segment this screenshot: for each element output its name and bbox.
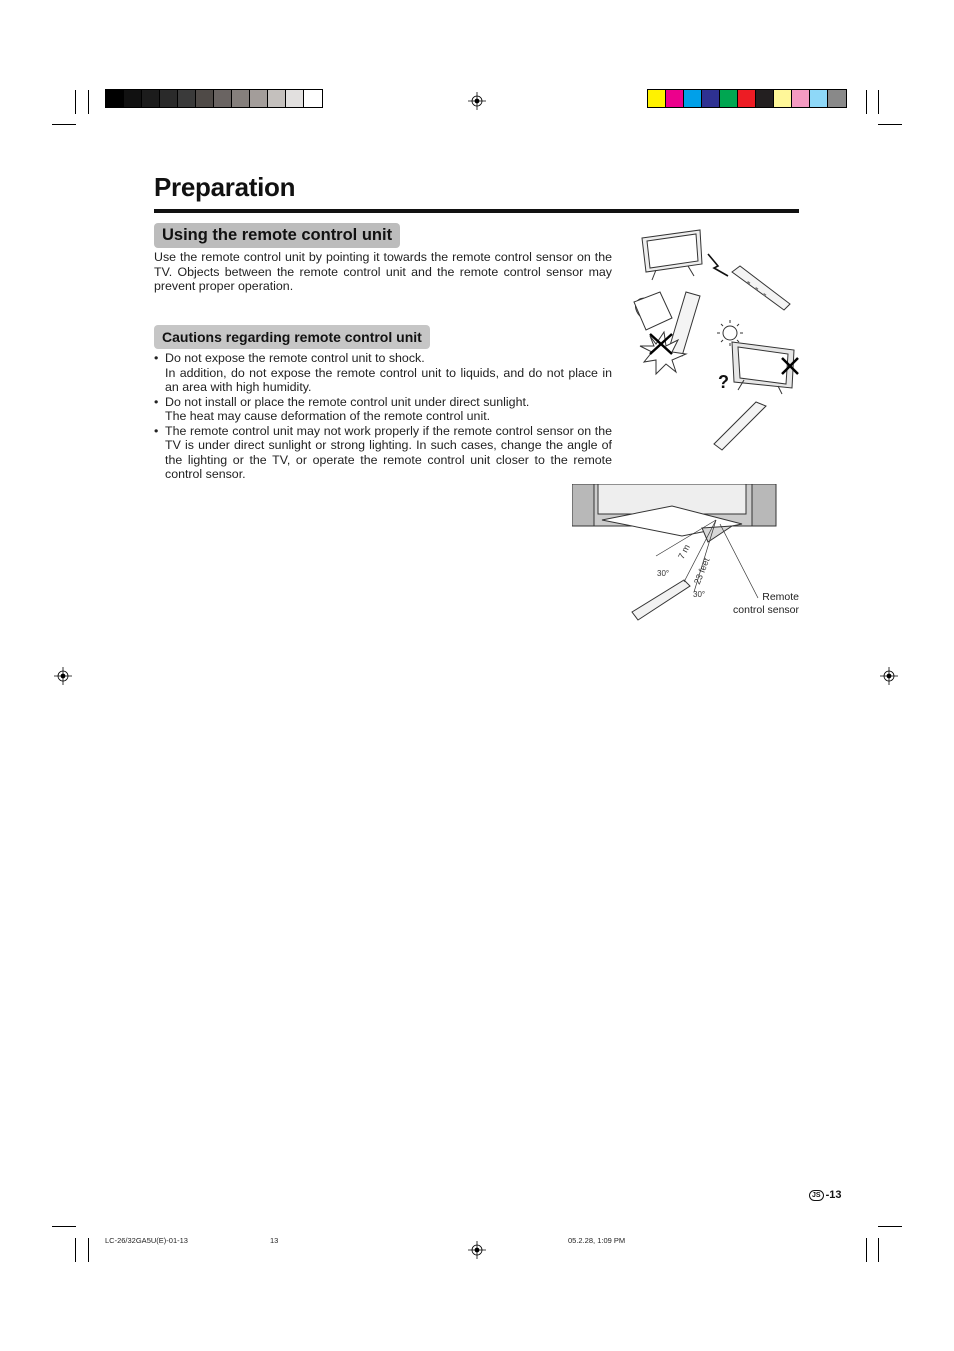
caution-text: In addition, do not expose the remote control unit to liquids, and do not place in an area with high humidity. (165, 365, 612, 394)
remote-sunlight-illustration (710, 318, 800, 458)
crop-mark (88, 90, 89, 114)
calibration-swatch (250, 90, 268, 107)
calibration-swatch (304, 90, 322, 107)
footer-timestamp: 05.2.28, 1:09 PM (568, 1236, 626, 1245)
crop-mark (878, 90, 879, 114)
calibration-swatch (684, 90, 702, 107)
registration-mark-icon (54, 667, 72, 685)
crop-mark (878, 1238, 879, 1262)
crop-mark (75, 90, 76, 114)
crop-mark (52, 1226, 76, 1227)
crop-mark (52, 124, 76, 125)
footer-sheet-number: 13 (270, 1236, 279, 1245)
crop-mark (88, 1238, 89, 1262)
list-item (154, 395, 612, 424)
calibration-swatch (160, 90, 178, 107)
crop-mark (866, 1238, 867, 1262)
calibration-swatch (738, 90, 756, 107)
section-heading: Using the remote control unit (154, 223, 400, 248)
crop-mark (878, 124, 902, 125)
caution-text: The heat may cause deformation of the remote control unit. (165, 409, 491, 423)
distance-feet-label: 23 feet (692, 556, 712, 586)
calibration-swatch (648, 90, 666, 107)
registration-mark-icon (468, 1241, 486, 1259)
calibration-swatch (792, 90, 810, 107)
distance-meters-label: 7 m (676, 542, 692, 561)
calibration-swatch (828, 90, 846, 107)
calibration-swatch (268, 90, 286, 107)
calibration-swatch (702, 90, 720, 107)
caution-text: • The remote control unit may not work properly if the remote control sensor on the TV is under direct sunlight or strong lighting. In such cases, change the angle of the lighting or the TV, or operate the remote control unit closer to the remote control sensor. (165, 423, 612, 481)
intro-paragraph: Use the remote control unit by pointing it towards the remote control sensor on the TV. Objects between the remote control unit and the remote control sensor may prevent proper operation. (154, 250, 612, 294)
caution-text: • Do not install or place the remote control unit under direct sunlight. (165, 394, 530, 409)
cautions-heading: Cautions regarding remote control unit (154, 325, 430, 349)
calibration-swatch (810, 90, 828, 107)
calibration-swatch (666, 90, 684, 107)
page-number (809, 1189, 841, 1201)
region-badge: JS (809, 1190, 824, 1201)
caution-text: • Do not expose the remote control unit to shock. (165, 351, 425, 365)
list-item (154, 424, 612, 482)
angle-left-label: 30° (657, 569, 670, 578)
calibration-swatch (124, 90, 142, 107)
calibration-swatch (232, 90, 250, 107)
cautions-list (154, 351, 612, 482)
page-number-text: -13 (825, 1189, 842, 1201)
registration-mark-icon (468, 92, 486, 110)
calibration-swatch (756, 90, 774, 107)
list-item (154, 351, 612, 395)
calibration-swatch (142, 90, 160, 107)
sensor-label-line1: Remote (762, 591, 799, 603)
calibration-swatch (286, 90, 304, 107)
registration-mark-icon (880, 667, 898, 685)
angle-right-label: 30° (693, 590, 706, 599)
color-calibration-bar (647, 89, 847, 108)
grayscale-calibration-bar (105, 89, 323, 108)
crop-mark (75, 1238, 76, 1262)
footer-doc-code: LC-26/32GA5U(E)-01-13 (105, 1236, 188, 1245)
sensor-label-line2: control sensor (733, 604, 799, 616)
calibration-swatch (196, 90, 214, 107)
crop-mark (866, 90, 867, 114)
svg-text:?: ? (718, 372, 729, 392)
title-rule (154, 209, 799, 213)
page-title: Preparation (154, 172, 296, 202)
crop-mark (878, 1226, 902, 1227)
remote-shock-illustration (626, 288, 708, 378)
calibration-swatch (178, 90, 196, 107)
calibration-swatch (106, 90, 124, 107)
calibration-swatch (214, 90, 232, 107)
calibration-swatch (720, 90, 738, 107)
calibration-swatch (774, 90, 792, 107)
